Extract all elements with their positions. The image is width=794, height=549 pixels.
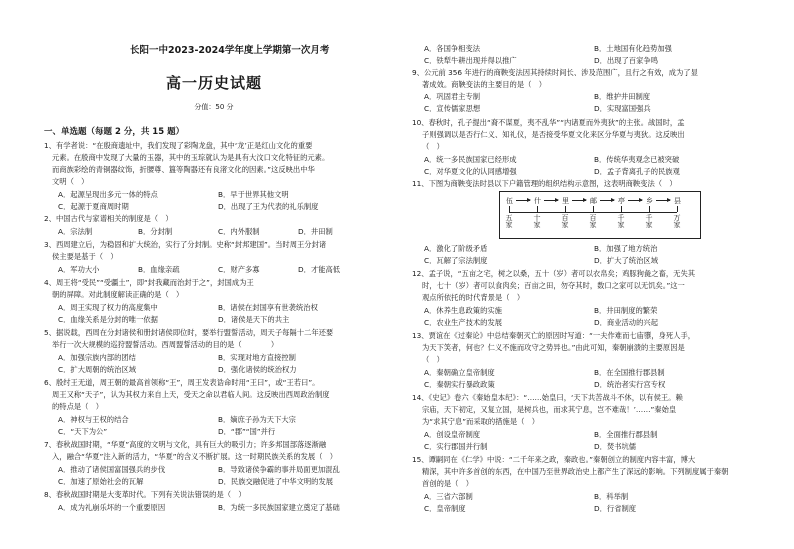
option: C．宣传儒家思想 (424, 104, 481, 113)
diagram-level: 县 (674, 197, 681, 205)
diagram-level: 邮 (590, 197, 597, 205)
question-line: 子则强调以是否行仁义、知礼仪，是否接受华夏文化来区分华夏与夷狄。这反映出 (422, 130, 685, 139)
option: D．诸侯是天下的共主 (218, 315, 290, 324)
option: A．秦朝确立皇帝制度 (424, 368, 495, 377)
diagram-level: 伍 (506, 197, 513, 205)
option: A．推动了诸侯国富国强兵的步伐 (58, 465, 166, 474)
bracket-line (509, 212, 677, 213)
question-line: 15、谭嗣同在《仁学》中说：“二千年来之政，秦政也。”秦朝创立的制度内容丰富，博大 (412, 455, 696, 464)
page-title: 高一历史试题 (165, 74, 262, 92)
option: A．加强宗族内部的团结 (58, 353, 136, 362)
option: D．孟子背离孔子的民族观 (594, 167, 680, 176)
bracket-tick (509, 206, 510, 212)
question-line: 观点所依托的时代背景是（ ） (422, 293, 525, 302)
option: C．对华夏文化的认同感增强 (424, 167, 517, 176)
question-line: 9、公元前 356 年进行的商鞅变法因其持续时间长、涉及范围广，且行之有效，成为了显 (412, 68, 698, 77)
question-line: 宗庙，天下初定，又复立国，是树兵也，而求其宁息，岂不难哉！’……”秦始皇 (422, 405, 677, 414)
question-line: 2、中国古代与家谱相关的制度是（ ） (44, 214, 173, 223)
option: B．全面推行郡县制 (594, 430, 658, 439)
bracket-tick (677, 206, 678, 212)
option: C．血缘关系是分封的唯一依据 (58, 315, 158, 324)
option: B．科举制 (594, 492, 629, 501)
option: C．农业生产技术的发展 (424, 318, 503, 327)
question-line: 朝的屏障。对此制度解读正确的是（ ） (52, 290, 184, 299)
option: C．铁犁牛耕出现并得以推广 (424, 56, 517, 65)
diagram-household: 万家 (673, 214, 681, 228)
option: D．强化诸侯的统治权力 (218, 365, 297, 374)
question-line: 13、贾谊在《过秦论》中总结秦朝灭亡的原因时写道：“一夫作难而七庙隳，身死人手， (412, 331, 696, 340)
arrow-icon (516, 200, 530, 201)
option: C．加速了原始社会的瓦解 (58, 477, 144, 486)
question-line: 周王又称“天子”，认为其权力来自上天，受天之命以君临人间。这反映出西周政治制度 (52, 390, 330, 399)
question-line: 5、据说载，西周在分封诸侯和册封诸侯即位时，要举行盟誓活动，周天子每隔十二年还要 (44, 328, 334, 337)
question-line: 的特点是（ ） (52, 402, 104, 411)
option: D．焚书坑儒 (594, 442, 637, 451)
option: A．宗法制 (58, 227, 93, 236)
option: B．嫡庶子孙为天下大宗 (218, 415, 296, 424)
option: D．“郡”“国”并行 (218, 427, 276, 436)
option: B．导致诸侯争霸的事并局面更加混乱 (218, 465, 340, 474)
score-label: 分值：50 分 (194, 103, 234, 111)
bracket-tick (593, 206, 594, 212)
option: D．统治者实行宫专权 (594, 380, 666, 389)
question-line: 精深，其中许多首创的东西，在中国乃至世界政治史上都产生了深远的影响。下列制度属于秦朝 (422, 467, 729, 476)
option: D．井田制 (298, 227, 333, 236)
option: C．皇帝制度 (424, 504, 466, 513)
option: B．土地国有化趋势加强 (594, 44, 672, 53)
question-line: （ ） (422, 142, 444, 151)
question-line: 1、有学者说：“在殷商遗址中，我们发现了彩陶龙盘，其中‘龙’正是红山文化的重要 (44, 141, 313, 150)
question-line: 7、春秋战国时期，“华夏”高度的文明与文化，具有巨大的吸引力；许多邦国部落逐渐融 (44, 440, 327, 449)
option: D．出现了百家争鸣 (594, 56, 658, 65)
option: A．起源呈现出多元一体的特点 (58, 190, 158, 199)
arrow-icon (544, 200, 558, 201)
option: A．激化了阶级矛盾 (424, 244, 488, 253)
option: B．加强了地方统治 (594, 244, 658, 253)
option: D．才能高低 (298, 265, 341, 274)
question-line: 入，融合“华夏”注入新的活力，“华夏”的含义不断扩展。这一时期民族关系的发展（ ） (52, 452, 338, 461)
diagram-level: 乡 (646, 197, 653, 205)
diagram-level: 里 (562, 197, 569, 205)
question-line: 首创的是（ ） (422, 479, 474, 488)
option: C．实行郡国并行制 (424, 442, 488, 451)
question-line: （ ） (422, 355, 444, 364)
option: C．“天下为公” (58, 427, 108, 436)
arrow-icon (628, 200, 642, 201)
diagram-level: 什 (534, 197, 541, 205)
option: A．休养生息政策的实施 (424, 306, 502, 315)
option: D．扩大了统治区域 (594, 256, 658, 265)
option: D．实现富国强兵 (594, 104, 651, 113)
question-line: 14、《史记》卷六《秦始皇本纪》：“……始皇曰，‘天下共苦战斗不休，以有侯王。赖 (412, 393, 683, 402)
option: D．行省制度 (594, 504, 637, 513)
option: C．起源于夏商周时期 (58, 202, 129, 211)
diagram-household: 五家 (505, 214, 513, 228)
exam-title: 长阳一中2023-2024学年度上学期第一次月考 (130, 45, 330, 56)
question-line: 元素。在殷商中发现了大量的玉器，其中的玉琮就认为是具有大汶口文化特征的元素。 (52, 153, 330, 162)
diagram-household: 千家 (617, 214, 625, 228)
question-line: 4、周王将“受民”“受疆土”，即“封我藏而治封于之”，封国成为王 (44, 278, 254, 287)
option: B．在全国推行郡县制 (594, 368, 665, 377)
option: A．周王实现了权力的高度集中 (58, 303, 158, 312)
option: B．为统一多民族国家建立奠定了基础 (218, 503, 340, 512)
option: D．出现了王为代表的礼乐制度 (218, 202, 319, 211)
option: B．血缘亲疏 (138, 265, 180, 274)
arrow-icon (656, 200, 670, 201)
option: C．扩大周朝的统治区域 (58, 365, 137, 374)
option: C．内外服制 (218, 227, 260, 236)
arrow-icon (600, 200, 614, 201)
section-heading: 一、单选题（每题 2 分，共 15 题） (44, 127, 185, 137)
question-line: 文明（ ） (52, 177, 89, 186)
diagram-household: 百家 (589, 214, 597, 228)
option: A．成为礼崩乐坏的一个重要原因 (58, 503, 166, 512)
option: B．诸侯在封国享有世袭统治权 (218, 303, 318, 312)
option: C．秦朝实行暴政政策 (424, 380, 495, 389)
option: B．井田制度的繁荣 (594, 306, 658, 315)
question-line: 时，七十（岁）者可以食肉矣；百亩之田，勿夺其时，数口之家可以无饥矣。”这一 (422, 281, 685, 290)
question-line: 著成效。商鞅变法的主要目的是（ ） (422, 80, 547, 89)
diagram-household: 百家 (561, 214, 569, 228)
option: A．三省六部制 (424, 492, 473, 501)
option: D．商业活动的兴起 (594, 318, 658, 327)
question-line: 12、孟子说，“五亩之宅，树之以桑，五十（岁）者可以衣帛矣；鸡豚狗彘之畜，无失其 (412, 269, 696, 278)
question-line: 10、春秋时，孔子提出“裔不谋夏，夷不乱华”“内诸夏而外夷狄”的主张。战国时，孟 (412, 118, 685, 127)
option: B．实现对地方直接控制 (218, 353, 296, 362)
household-structure-diagram (499, 191, 701, 239)
option: A．神权与王权的结合 (58, 415, 129, 424)
option: C．财产多寡 (218, 265, 260, 274)
option: B．维护井田制度 (594, 92, 651, 101)
option: B．分封制 (138, 227, 173, 236)
bracket-tick (565, 206, 566, 212)
diagram-household: 十家 (533, 214, 541, 228)
option: C．瓦解了宗法制度 (424, 256, 488, 265)
question-line: 举行一次大规模的巡狩盟誓活动。西周盟誓活动的目的是（ ） (52, 340, 279, 349)
option: D．民族交融促进了中华文明的发展 (218, 477, 334, 486)
option: A．军功大小 (58, 265, 100, 274)
option: A．创设皇帝制度 (424, 430, 481, 439)
arrow-icon (572, 200, 586, 201)
question-line: 11、下图为商鞅变法时县以下户籍管理的组织结构示意图，这表明商鞅变法（ ） (412, 179, 677, 188)
question-line: 侯主要是基于（ ） (52, 252, 118, 261)
option: A．各国争相变法 (424, 44, 481, 53)
option: A．巩固君主专制 (424, 92, 481, 101)
diagram-level: 亭 (618, 197, 625, 205)
diagram-household: 千家 (645, 214, 653, 228)
question-line: 3、西周建立后，为稳固和扩大统治，实行了分封制。史称“封邦建国”。当时周王分封诸 (44, 240, 327, 249)
question-line: 6、殷纣王无道，周王朝的最高首领称“王”，周王发表诰命时用“王曰”，或“王若曰”。 (44, 378, 320, 387)
option: A．统一多民族国家已经形成 (424, 155, 517, 164)
question-line: 为天下笑者，何也？仁义不施而攻守之势异也。”由此可知，秦朝崩溃的主要原因是 (422, 343, 685, 352)
option: B．早于世界其他文明 (218, 190, 289, 199)
question-line: 8、春秋战国时期是大变革时代。下列有关说法错误的是（ ） (44, 490, 246, 499)
question-line: 而商族彩绘的青铜器纹饰，折腰尊、簋等陶器还有良渚文化的因素。”这反映出中华 (52, 165, 315, 174)
question-line: 为“求其宁息”而采取的措施是（ ） (422, 417, 540, 426)
option: B．传统华夷观念已被突破 (594, 155, 680, 164)
bracket-tick (621, 206, 622, 212)
bracket-tick (537, 206, 538, 212)
bracket-tick (649, 206, 650, 212)
